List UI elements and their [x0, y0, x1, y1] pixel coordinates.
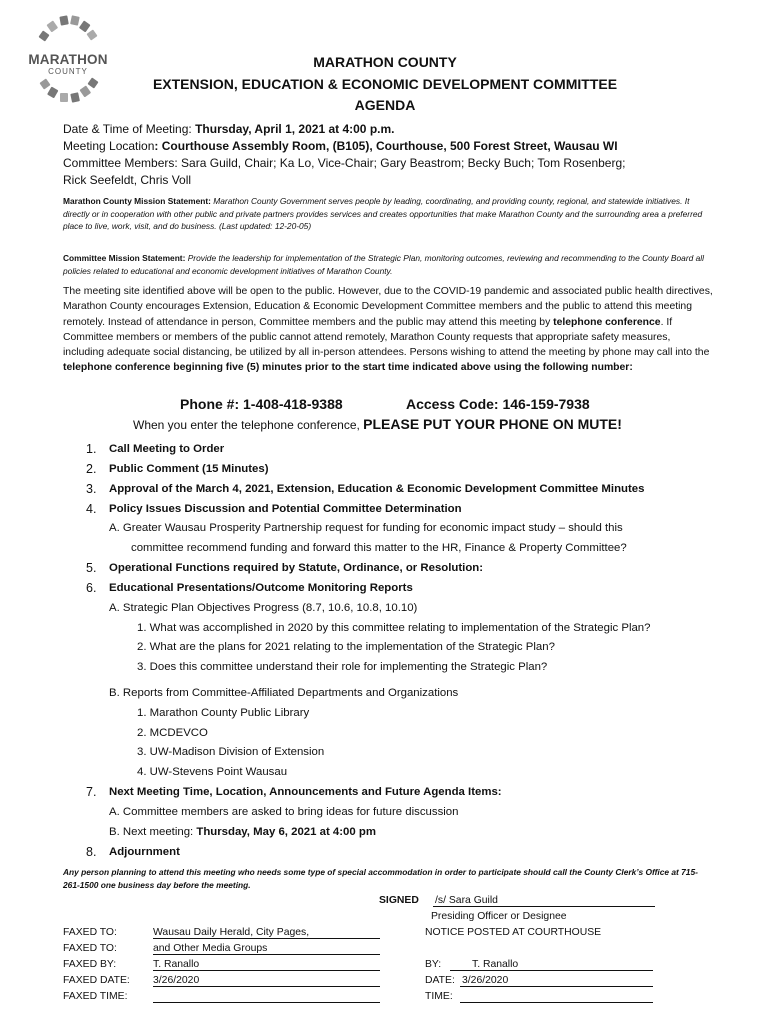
meeting-datetime: Date & Time of Meeting: Thursday, April 1, 2021 at 4:00 p.m.	[63, 122, 395, 136]
agenda-item: Approval of the March 4, 2021, Extension, Education & Economic Development Committee Minutes	[109, 483, 645, 495]
presiding-officer: Presiding Officer or Designee	[431, 911, 567, 922]
signed-label: SIGNED	[379, 895, 419, 906]
agenda-item: Call Meeting to Order	[109, 443, 225, 455]
meeting-location: Meeting Location: Courthouse Assembly Room, (B105), Courthouse, 500 Forest Street, Wausau WI	[63, 139, 618, 153]
committee-mission-statement: Committee Mission Statement: Provide the leadership for implementation of the Strategic Plan, monitoring outcomes, reviewing and recommending to the County Board all policies related to educational and economic development initiatives of Marathon County.	[63, 253, 704, 276]
agenda-item: Policy Issues Discussion and Potential Committee Determination	[109, 503, 462, 515]
agenda-question: 3. Does this committee understand their role for implementing the Strategic Plan?	[137, 661, 548, 673]
faxed-to-label: FAXED TO:	[63, 927, 117, 938]
county-logo	[22, 14, 122, 106]
faxed-to-label-2: FAXED TO:	[63, 943, 117, 954]
by-value: T. Ranallo	[450, 959, 653, 971]
faxed-date-label: FAXED DATE:	[63, 975, 130, 986]
logo-name: MARATHON	[28, 52, 108, 67]
faxed-time-line	[153, 991, 380, 1003]
date-label: DATE:	[425, 975, 455, 986]
faxed-by-label: FAXED BY:	[63, 959, 117, 970]
agenda-item: Adjournment	[109, 846, 180, 858]
header-agenda: AGENDA	[354, 97, 416, 113]
notice-posted: NOTICE POSTED AT COURTHOUSE	[425, 927, 602, 938]
agenda-num: 6.	[86, 581, 97, 595]
faxed-time-label: FAXED TIME:	[63, 991, 128, 1002]
accommodation-note: Any person planning to attend this meeting who needs some type of special accommodation in order to participate should call the County Clerk’s Office at 715-261-1500 one business day before the meeting.	[63, 867, 698, 890]
county-mission-statement: Marathon County Mission Statement: Marathon County Government serves people by leading, coordinating, and providing county, regional, and statewide initiatives. It directly or in cooperation with other public and private partners provides services and creates opportunities that make Marathon County and the surrounding area a preferred place to live, work, visit, and do business. (Last updated: 12-20-05)	[63, 196, 703, 232]
signed-value: /s/ Sara Guild	[433, 895, 655, 907]
time-label: TIME:	[425, 991, 453, 1002]
faxed-by-value: T. Ranallo	[153, 959, 380, 971]
committee-members: Committee Members: Sara Guild, Chair; Ka Lo, Vice-Chair; Gary Beastrom; Becky Buch; Tom Rosenberg;	[63, 156, 626, 170]
logo-sub: COUNTY	[48, 67, 88, 76]
remote-attendance-notice: The meeting site identified above will be open to the public. However, due to the COVID-19 pandemic and associated public health directives, Marathon County encourages Extension, Education & Economic Development Committee members and the public to attend this meeting remotely. Instead of attendance in person, Committee members and the public may attend this meeting by telephone conference. If Committee members or members of the public cannot attend remotely, Marathon County requests that appropriate safety measures, including adequate social distancing, be utilized by all in-person attendees. Persons wishing to attend the meeting by phone may call into the telephone conference beginning five (5) minutes prior to the start time indicated above using the following number:	[63, 286, 713, 374]
date-value: 3/26/2020	[460, 975, 653, 987]
agenda-subitem: A. Greater Wausau Prosperity Partnership request for funding for economic impact study – should this	[109, 522, 623, 534]
agenda-item: Public Comment (15 Minutes)	[109, 463, 269, 475]
agenda-report: 4. UW-Stevens Point Wausau	[137, 766, 288, 778]
agenda-subitem: A. Committee members are asked to bring ideas for future discussion	[109, 806, 459, 818]
agenda-item: Next Meeting Time, Location, Announcements and Future Agenda Items:	[109, 786, 502, 798]
agenda-report: 3. UW-Madison Division of Extension	[137, 746, 325, 758]
agenda-num: 4.	[86, 502, 97, 516]
agenda-num: 3.	[86, 482, 97, 496]
agenda-num: 1.	[86, 442, 97, 456]
header-committee: EXTENSION, EDUCATION & ECONOMIC DEVELOPMENT COMMITTEE	[152, 76, 618, 92]
agenda-subitem-cont: committee recommend funding and forward this matter to the HR, Finance & Property Committee?	[131, 542, 627, 554]
faxed-to-value-2: and Other Media Groups	[153, 943, 380, 955]
agenda-question: 2. What are the plans for 2021 relating to the implementation of the Strategic Plan?	[137, 641, 555, 653]
agenda-question: 1. What was accomplished in 2020 by this committee relating to implementation of the Strategic Plan?	[137, 622, 651, 634]
faxed-to-value: Wausau Daily Herald, City Pages,	[153, 927, 380, 939]
agenda-num: 8.	[86, 845, 97, 859]
agenda-item: Educational Presentations/Outcome Monitoring Reports	[109, 582, 413, 594]
agenda-num: 2.	[86, 462, 97, 476]
agenda-report: 2. MCDEVCO	[137, 727, 208, 739]
faxed-date-value: 3/26/2020	[153, 975, 380, 987]
agenda-report: 1. Marathon County Public Library	[137, 707, 310, 719]
agenda-num: 5.	[86, 561, 97, 575]
phone-number: Phone #: 1-408-418-9388	[180, 396, 343, 412]
mute-instruction: When you enter the telephone conference, PLEASE PUT YOUR PHONE ON MUTE!	[133, 416, 622, 432]
time-line	[460, 991, 653, 1003]
header-county: MARATHON COUNTY	[313, 54, 457, 70]
committee-members-cont: Rick Seefeldt, Chris Voll	[63, 173, 192, 187]
agenda-subitem: B. Reports from Committee-Affiliated Departments and Organizations	[109, 687, 459, 699]
agenda-subitem: A. Strategic Plan Objectives Progress (8.7, 10.6, 10.8, 10.10)	[109, 602, 418, 614]
agenda-num: 7.	[86, 785, 97, 799]
agenda-item: Operational Functions required by Statute, Ordinance, or Resolution:	[109, 562, 484, 574]
by-label: BY:	[425, 959, 442, 970]
next-meeting: B. Next meeting: Thursday, May 6, 2021 at 4:00 pm	[109, 826, 376, 838]
access-code: Access Code: 146-159-7938	[406, 396, 590, 412]
